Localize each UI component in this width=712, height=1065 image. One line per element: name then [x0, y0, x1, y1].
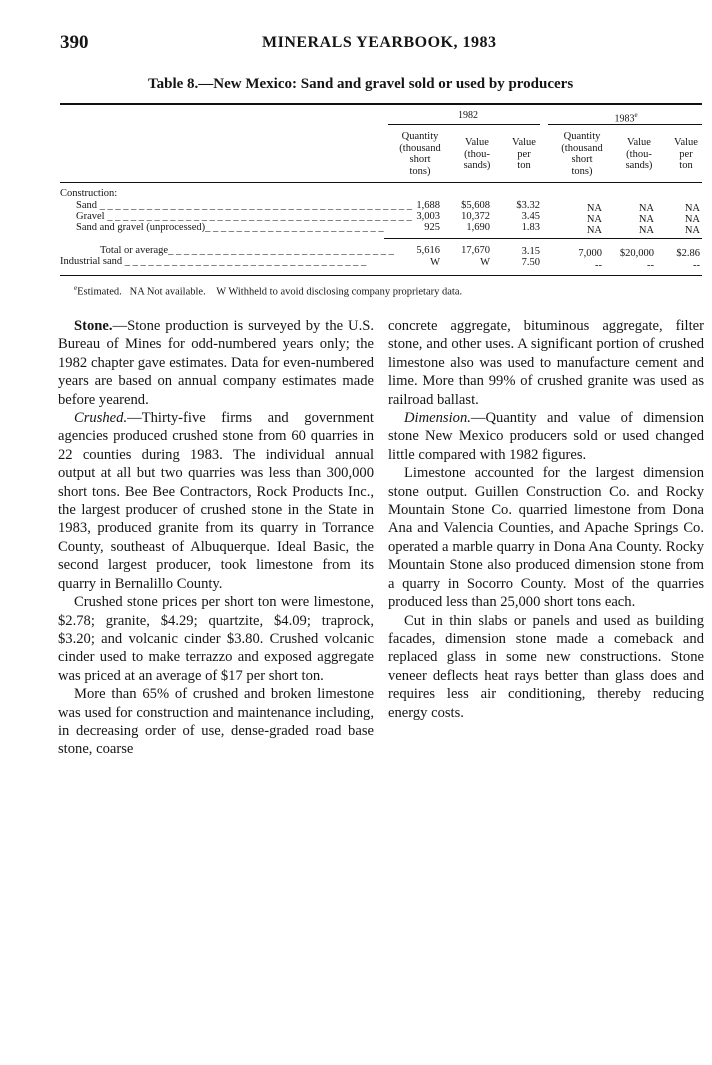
cell-q82: 3,003 — [416, 211, 440, 222]
paragraph: More than 65% of crushed and broken limestone was used for construction and maintenance including, in decreasing order of use, dense-graded road base stone, coarse — [58, 686, 374, 758]
cell-p83: NA — [684, 225, 700, 236]
table-bottom-rule — [60, 275, 702, 276]
row-label: Total or average_ _ _ _ _ _ _ _ _ _ _ _ _ _ _ _ _ _ _ _ _ _ _ _ _ _ _ _ _ — [100, 245, 394, 256]
paragraph: Crushed stone prices per short ton were limestone, $2.78; granite, $4.29; quartzite, $4.09; traprock, $3.20; and volcanic cinder $3.80. Crushed volcanic cinder used to make terrazzo and exposed aggregate was priced at an average of $17 per short ton. — [58, 594, 374, 684]
cell-v83: -- — [647, 260, 654, 271]
paragraph: Stone.—Stone production is surveyed by the U.S. Bureau of Mines for odd-numbered years only; the 1982 chapter gave estimates. Data for even-numbered years are based on annual company estimates made before yearend. — [58, 318, 374, 408]
cell-q82: 1,688 — [416, 200, 440, 211]
cell-p83: -- — [693, 260, 700, 271]
row-label: Sand _ _ _ _ _ _ _ _ _ _ _ _ _ _ _ _ _ _ _ _ _ _ _ _ _ _ _ _ _ _ _ _ _ _ _ _ _ _ _ _ — [76, 200, 412, 211]
cell-q83: NA — [586, 225, 602, 236]
cell-v82: 10,372 — [461, 211, 490, 222]
cell-p82: $3.32 — [516, 200, 540, 211]
running-title: MINERALS YEARBOOK, 1983 — [262, 34, 497, 51]
col-head-quantity-1982: Quantity (thousand short tons) — [399, 131, 441, 177]
col-head-per-ton-1983: Value per ton — [674, 137, 698, 171]
table-header-rule — [60, 182, 702, 183]
section-label-construction: Construction: — [60, 188, 118, 199]
cell-q83: -- — [595, 260, 602, 271]
cell-q83: NA — [586, 214, 602, 225]
cell-q82: 925 — [424, 222, 440, 233]
cell-v83: NA — [638, 225, 654, 236]
year-1982-header: 1982 — [458, 110, 478, 121]
subtotal-rule — [384, 238, 702, 239]
cell-q83: 7,000 — [578, 248, 602, 259]
cell-q82: 5,616 — [416, 245, 440, 256]
paragraph: Cut in thin slabs or panels and used as building facades, dimension stone made a comeback and replaced glass in some new constructions. Stone veneer deflects heat rays better than glass does and requires less air conditioning, thereby reducing energy costs. — [388, 612, 704, 721]
year-1982-rule — [388, 124, 540, 125]
cell-p83: $2.86 — [676, 248, 700, 259]
cell-v83: $20,000 — [619, 248, 654, 259]
cell-v82: $5,608 — [461, 200, 490, 211]
cell-v83: NA — [638, 203, 654, 214]
body-column-right — [388, 317, 704, 722]
paragraph: Crushed.—Thirty-five firms and government agencies produced crushed stone from 60 quarries in 22 counties during 1983. The individual annual output at all but two quarries was less than 300,000 short tons. Bee Bee Contractors, Rock Products Inc., the largest producer of crushed stone in the State in 1983, produced granite from its quarry in Torrance County, southeast of Albuquerque. Ideal Basic, the second largest producer, took limestone from its quarry in Bernalillo County. — [58, 410, 374, 592]
table-top-rule — [60, 103, 702, 105]
row-label: Sand and gravel (unprocessed)_ _ _ _ _ _ _ _ _ _ _ _ _ _ _ _ _ _ _ _ _ _ _ — [76, 222, 384, 233]
cell-p82: 7.50 — [521, 257, 540, 268]
cell-q82: W — [430, 257, 440, 268]
col-head-per-ton-1982: Value per ton — [512, 137, 536, 171]
col-head-value-1983: Value (thou- sands) — [625, 137, 653, 171]
cell-p83: NA — [684, 214, 700, 225]
cell-p82: 1.83 — [521, 222, 540, 233]
paragraph: Limestone accounted for the largest dimension stone output. Guillen Construction Co. and Rocky Mountain Stone Co. quarried limestone from Dona Ana and Valencia Counties, and Apache Springs Co. operated a marble quarry in Dona Ana County. Rocky Mountain Stone also produced dimension stone from a quarry in Socorro County. Most of the quarries produced less than 25,000 short tons each. — [388, 465, 704, 611]
body-column-left — [58, 317, 374, 759]
cell-v82: 17,670 — [461, 245, 490, 256]
row-label: Industrial sand _ _ _ _ _ _ _ _ _ _ _ _ _ _ _ _ _ _ _ _ _ _ _ _ _ _ _ _ _ _ _ — [60, 256, 367, 267]
cell-p82: 3.45 — [521, 211, 540, 222]
table-title: Table 8.—New Mexico: Sand and gravel sold or used by producers — [148, 76, 574, 92]
year-1983-rule — [548, 124, 702, 125]
cell-q83: NA — [586, 203, 602, 214]
row-label: Gravel _ _ _ _ _ _ _ _ _ _ _ _ _ _ _ _ _ _ _ _ _ _ _ _ _ _ _ _ _ _ _ _ _ _ _ _ _ _ _ — [76, 211, 412, 222]
cell-v82: 1,690 — [466, 222, 490, 233]
cell-p82: 3.15 — [521, 246, 540, 257]
page-number: 390 — [60, 32, 89, 53]
col-head-quantity-1983: Quantity (thousand short tons) — [561, 131, 603, 177]
cell-v83: NA — [638, 214, 654, 225]
paragraph: concrete aggregate, bituminous aggregate, filter stone, and other uses. A significant portion of crushed limestone also was used to manufacture cement and lime. More than 99% of crushed granite was used as railroad ballast. — [388, 318, 704, 408]
cell-v82: W — [480, 257, 490, 268]
paragraph: Dimension.—Quantity and value of dimension stone New Mexico producers sold or used changed little compared with 1982 figures. — [388, 410, 704, 463]
col-head-value-1982: Value (thou- sands) — [463, 137, 491, 171]
year-1983-header: 1983e — [614, 111, 638, 125]
cell-p83: NA — [684, 203, 700, 214]
table-footnote: $^e$Estimated. NA Not available. W Withheld to avoid disclosing company proprietary data. — [74, 284, 463, 298]
